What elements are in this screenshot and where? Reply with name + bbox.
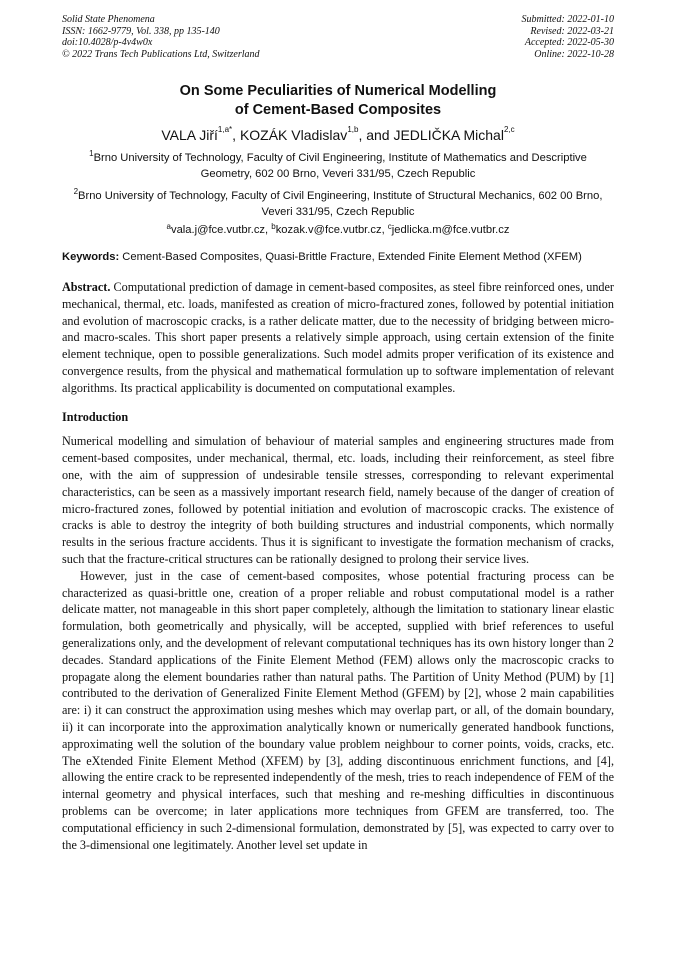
section-heading: Introduction xyxy=(62,409,129,424)
author-list xyxy=(62,126,614,144)
author-name: VALA Jiří xyxy=(161,127,218,143)
keywords xyxy=(62,250,614,265)
journal-issn: ISSN: 1662-9779, Vol. 338, pp 135-140 xyxy=(62,25,220,37)
author-affil-mark: 1,a* xyxy=(217,125,233,134)
affiliation-mark: 1 xyxy=(89,149,94,158)
author-separator: , xyxy=(232,127,240,143)
paper-title-line: of Cement-Based Composites xyxy=(234,102,442,118)
affiliation xyxy=(62,188,614,220)
author-name: KOZÁK Vladislav xyxy=(239,127,348,143)
author-emails xyxy=(62,223,614,238)
email-address: kozak.v@fce.vutbr.cz, xyxy=(275,224,388,236)
author-affil-mark: 2,c xyxy=(503,125,515,134)
body-paragraph: Numerical modelling and simulation of behaviour of material samples and engineering structures made from cement-based composites, under mechanical, thermal, etc. loads, including their reinforcement, as steel fibre one, with the aim of suppression of undesirable tensile stresses, corresponding to relevant experimental characteristics, can be seen as a massively important research field, namely because of the danger of creation of micro-fractured zones, followed by potential initiation and evolution of macroscopic cracks. The existence of cracks is able to destroy the integrity of both building structures and industrial components, which normally results in the serious fracture accidents. Thus it is significant to investigate the formation mechanism of cracks, such that the fracture-critical structures can be rationally designed to prolong their service lives. xyxy=(62,434,614,566)
affiliation-mark: 2 xyxy=(73,187,79,196)
email-mark: b xyxy=(271,222,276,231)
email-address: jedlicka.m@fce.vutbr.cz xyxy=(391,224,510,236)
author-name: JEDLIČKA Michal xyxy=(393,127,504,143)
paper-title-line: On Some Peculiarities of Numerical Modelling xyxy=(179,83,497,99)
author-affil-mark: 1,b xyxy=(347,125,359,134)
email-mark: a xyxy=(166,222,171,231)
date-revised: Revised: 2022-03-21 xyxy=(530,25,614,37)
email-address: vala.j@fce.vutbr.cz, xyxy=(170,224,272,236)
affiliation xyxy=(62,150,614,182)
journal-dates xyxy=(522,14,615,60)
abstract-text: Computational prediction of damage in cement-based composites, as steel fibre reinforced ones, under mechanical, thermal, etc. loads, manifested as creation of micro-fractured zones, followed by potential initiation and evolution of macroscopic cracks, is a rather delicate matter, due to the necessity of bridging between micro- and macro-scales. This short paper presents a relatively simple approach, using certain extension of the finite element technique, open to possible generalizations. Such model admits proper verification of its existence and convergence results, from the physical and mathematical formulation up to software implementation of relevant algorithms. Its practical applicability is documented on computational examples. xyxy=(62,280,614,395)
date-online: Online: 2022-10-28 xyxy=(534,48,614,60)
abstract-label: Abstract. xyxy=(62,280,111,294)
date-accepted: Accepted: 2022-05-30 xyxy=(524,37,614,48)
abstract xyxy=(62,279,614,397)
journal-header xyxy=(62,14,614,60)
journal-name: Solid State Phenomena xyxy=(62,14,155,25)
affiliation-text: Brno University of Technology, Faculty of Civil Engineering, Institute of Structural Mechanics, 602 00 Brno, Veveri 331/95, Czech Republic xyxy=(78,190,603,218)
paper-title xyxy=(62,82,614,120)
date-submitted: Submitted: 2022-01-10 xyxy=(521,14,614,25)
author-separator: , and xyxy=(358,127,394,143)
journal-doi: doi:10.4028/p-4v4w0x xyxy=(62,37,153,48)
email-mark: c xyxy=(387,222,392,231)
affiliation-text: Brno University of Technology, Faculty of Civil Engineering, Institute of Mathematics and Descriptive Geometry, 602 00 Brno, Veveri 331/95, Czech Republic xyxy=(93,152,587,180)
keywords-text: Cement-Based Composites, Quasi-Brittle Fracture, Extended Finite Element Method (XFEM) xyxy=(119,251,582,263)
journal-copyright: © 2022 Trans Tech Publications Ltd, Switzerland xyxy=(62,48,260,60)
keywords-label: Keywords: xyxy=(62,251,120,263)
body-paragraph: However, just in the case of cement-based composites, whose potential fracturing process can be characterized as quasi-brittle one, creation of a proper reliable and robust computational model is a rather delicate matter, not manageable in this short paper completely, although the limitation to stationary linear elastic formulation, both geometrically and physically, will be accepted, supplied with brief references to useful generalizations only, and the development of relevant computational techniques has its own history longer than 2 decades. Standard applications of the Finite Element Method (FEM) allows only the macroscopic cracks to propagate along the element boundaries rather than natural paths. The Partition of Unity Method (PUM) by [1] contributed to the derivation of Generalized Finite Element Method (GFEM) by [2], whose 2 main capabilities are: i) it can construct the approximation using meshes which may overlap part, or all, of the domain boundary, ii) it can incorporate into the approximation analytically known or numerically generated handbook functions, approximating well the solution of the boundary value problem neighbour to corner points, voids, cracks, etc. The eXtended Finite Element Method (XFEM) by [3], adding discontinuous enrichment functions, and [4], allowing the entire crack to be represented independently of the mesh, tries to reach independence of FEM of the internal geometry and physical interfaces, such that meshing and re-meshing difficulties in discontinuous problems can be overcome; in later applications more techniques from GFEM are transferred, too. The computational efficiency in such 2-dimensional formulation, demonstrated by [5], was expected to carry over to the 3-dimensional one legitimately. Another level set update in xyxy=(62,568,614,852)
journal-info xyxy=(62,14,260,60)
paper-page xyxy=(62,14,614,853)
